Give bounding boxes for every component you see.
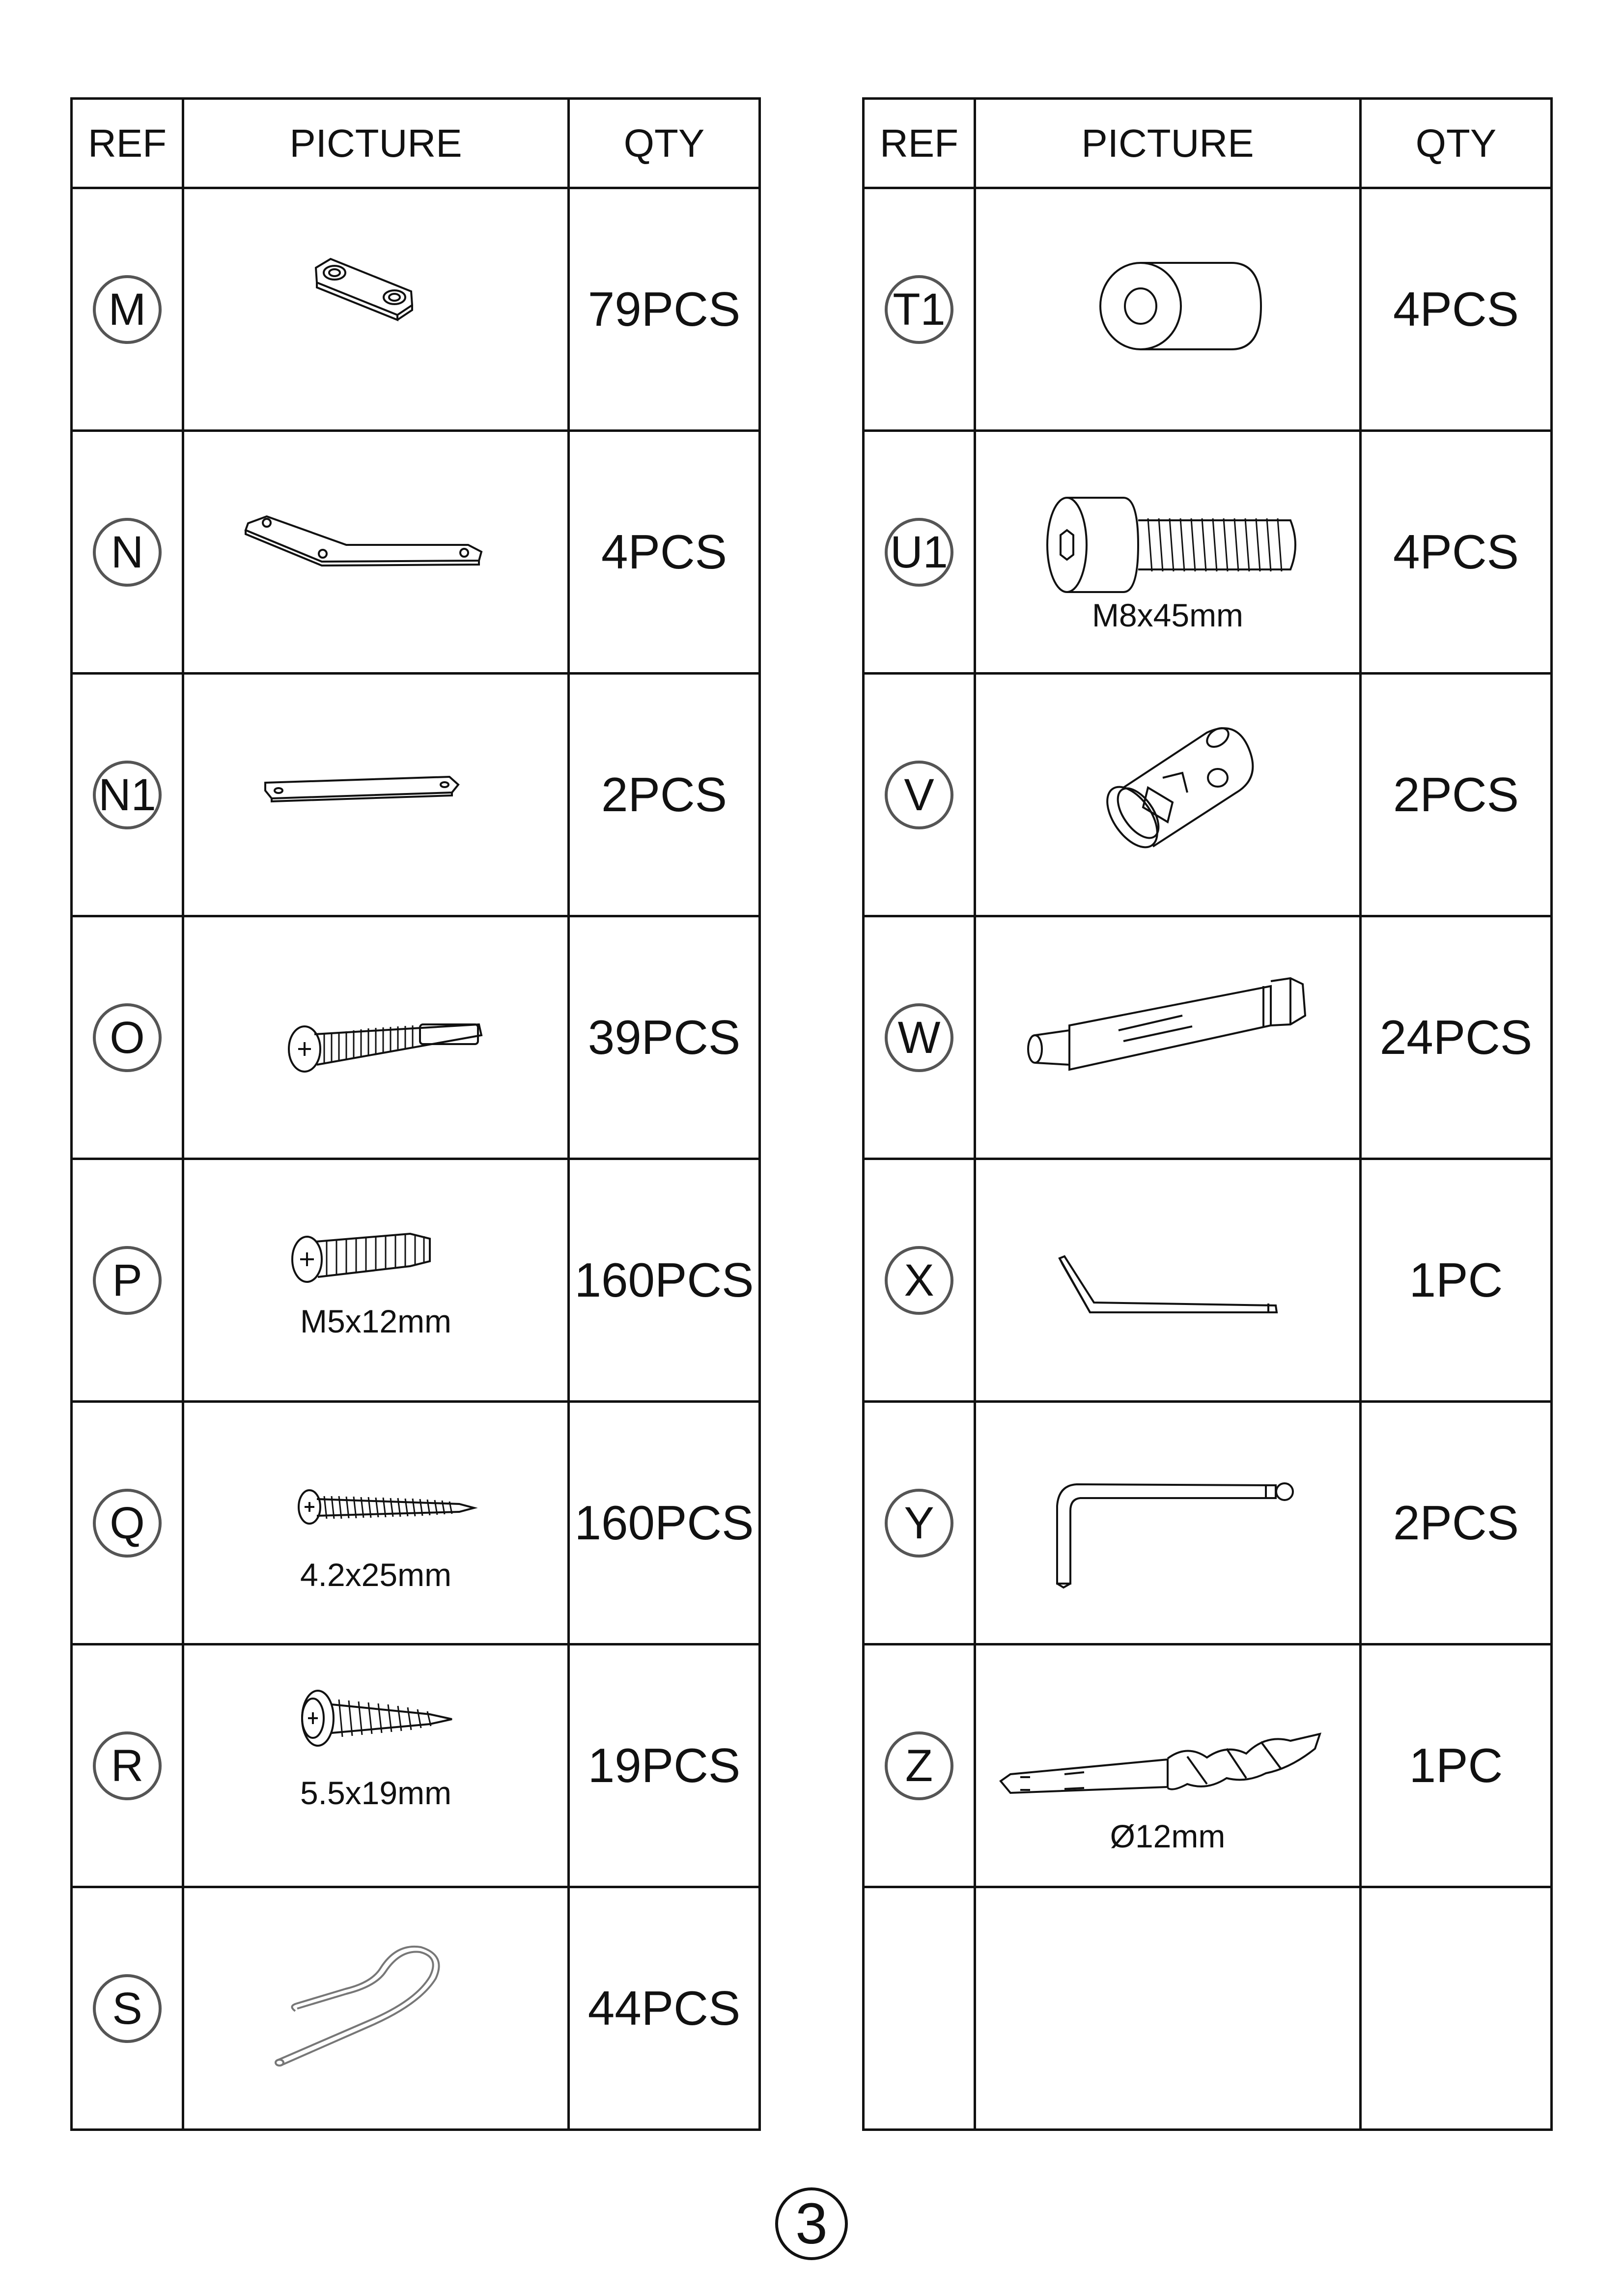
part-picture	[184, 1645, 567, 1886]
header-row	[864, 99, 1552, 188]
ref-header: REF	[864, 99, 975, 188]
part-row-u1	[864, 431, 1552, 674]
empty-cell	[1361, 1887, 1552, 2130]
washer-head-screw-icon	[184, 1645, 567, 1886]
part-picture	[184, 675, 567, 915]
qty-cell: 19PCS	[569, 1644, 760, 1887]
part-picture	[184, 189, 567, 429]
ref-badge: U1	[885, 518, 953, 587]
socket-cap-bolt-icon	[976, 432, 1359, 672]
ref-badge: N1	[93, 761, 162, 829]
ref-badge: Y	[885, 1489, 953, 1558]
ref-badge: Q	[93, 1489, 162, 1558]
qty-cell: 2PCS	[1361, 1402, 1552, 1644]
barrel-nut-icon	[976, 675, 1359, 915]
part-row-z	[864, 1644, 1552, 1887]
page-number: 3	[775, 2187, 848, 2260]
empty-cell	[864, 1887, 975, 2130]
part-row-r	[72, 1644, 760, 1887]
picture-header: PICTURE	[975, 99, 1361, 188]
part-picture	[976, 432, 1359, 672]
part-picture	[184, 917, 567, 1158]
part-picture	[184, 1160, 567, 1400]
small-hex-key-icon	[976, 1160, 1359, 1400]
ref-badge: W	[885, 1003, 953, 1072]
qty-cell: 2PCS	[569, 674, 760, 916]
qty-header: QTY	[569, 99, 760, 188]
size-label: M8x45mm	[1091, 597, 1244, 633]
ref-badge: P	[93, 1246, 162, 1315]
qty-cell: 4PCS	[569, 431, 760, 674]
qty-cell: 160PCS	[569, 1402, 760, 1644]
qty-cell: 160PCS	[569, 1159, 760, 1402]
picture-header: PICTURE	[183, 99, 569, 188]
part-picture	[184, 432, 567, 672]
r-clip-pin-icon	[184, 1888, 567, 2128]
parts-table-left	[70, 97, 761, 2131]
ref-badge: R	[93, 1731, 162, 1800]
part-row-m	[72, 188, 760, 431]
size-label: 4.2x25mm	[300, 1557, 452, 1593]
ref-badge: T1	[885, 275, 953, 344]
part-picture	[976, 675, 1359, 915]
machine-screw-icon	[184, 1160, 567, 1400]
part-row-w	[864, 916, 1552, 1159]
ref-badge: N	[93, 518, 162, 587]
qty-cell: 1PC	[1361, 1644, 1552, 1887]
part-picture	[976, 1645, 1359, 1886]
self-drilling-screw-icon	[184, 917, 567, 1158]
size-label: M5x12mm	[300, 1303, 452, 1339]
part-row-q	[72, 1402, 760, 1644]
part-picture	[976, 1403, 1359, 1643]
qty-cell: 44PCS	[569, 1887, 760, 2130]
part-row-t1	[864, 188, 1552, 431]
part-row-n1	[72, 674, 760, 916]
spacer-sleeve-icon	[976, 189, 1359, 429]
parts-table-right	[862, 97, 1553, 2131]
ref-badge: V	[885, 761, 953, 829]
part-row-y	[864, 1402, 1552, 1644]
empty-cell	[975, 1887, 1361, 2130]
ref-badge: M	[93, 275, 162, 344]
ref-badge: Z	[885, 1731, 953, 1800]
expansion-anchor-icon	[976, 917, 1359, 1158]
part-row-p	[72, 1159, 760, 1402]
part-picture	[976, 189, 1359, 429]
qty-cell: 39PCS	[569, 916, 760, 1159]
part-row-x	[864, 1159, 1552, 1402]
qty-cell: 4PCS	[1361, 431, 1552, 674]
part-row-empty	[864, 1887, 1552, 2130]
part-picture	[976, 917, 1359, 1158]
part-row-n	[72, 431, 760, 674]
part-row-v	[864, 674, 1552, 916]
angle-bracket-icon	[184, 432, 567, 672]
qty-cell: 24PCS	[1361, 916, 1552, 1159]
header-row	[72, 99, 760, 188]
ref-header: REF	[72, 99, 183, 188]
qty-cell: 4PCS	[1361, 188, 1552, 431]
qty-header: QTY	[1361, 99, 1552, 188]
ball-hex-key-icon	[976, 1403, 1359, 1643]
connector-plate-icon	[184, 189, 567, 429]
qty-cell: 2PCS	[1361, 674, 1552, 916]
part-row-s	[72, 1887, 760, 2130]
size-label: 5.5x19mm	[300, 1775, 452, 1811]
ref-badge: S	[93, 1974, 162, 2043]
flat-plate-icon	[184, 675, 567, 915]
part-picture	[184, 1888, 567, 2128]
ref-badge: O	[93, 1003, 162, 1072]
size-label: Ø12mm	[1110, 1818, 1226, 1854]
part-picture	[184, 1403, 567, 1643]
qty-cell: 79PCS	[569, 188, 760, 431]
qty-cell: 1PC	[1361, 1159, 1552, 1402]
part-row-o	[72, 916, 760, 1159]
wood-screw-icon	[184, 1403, 567, 1643]
part-picture	[976, 1160, 1359, 1400]
ref-badge: X	[885, 1246, 953, 1315]
